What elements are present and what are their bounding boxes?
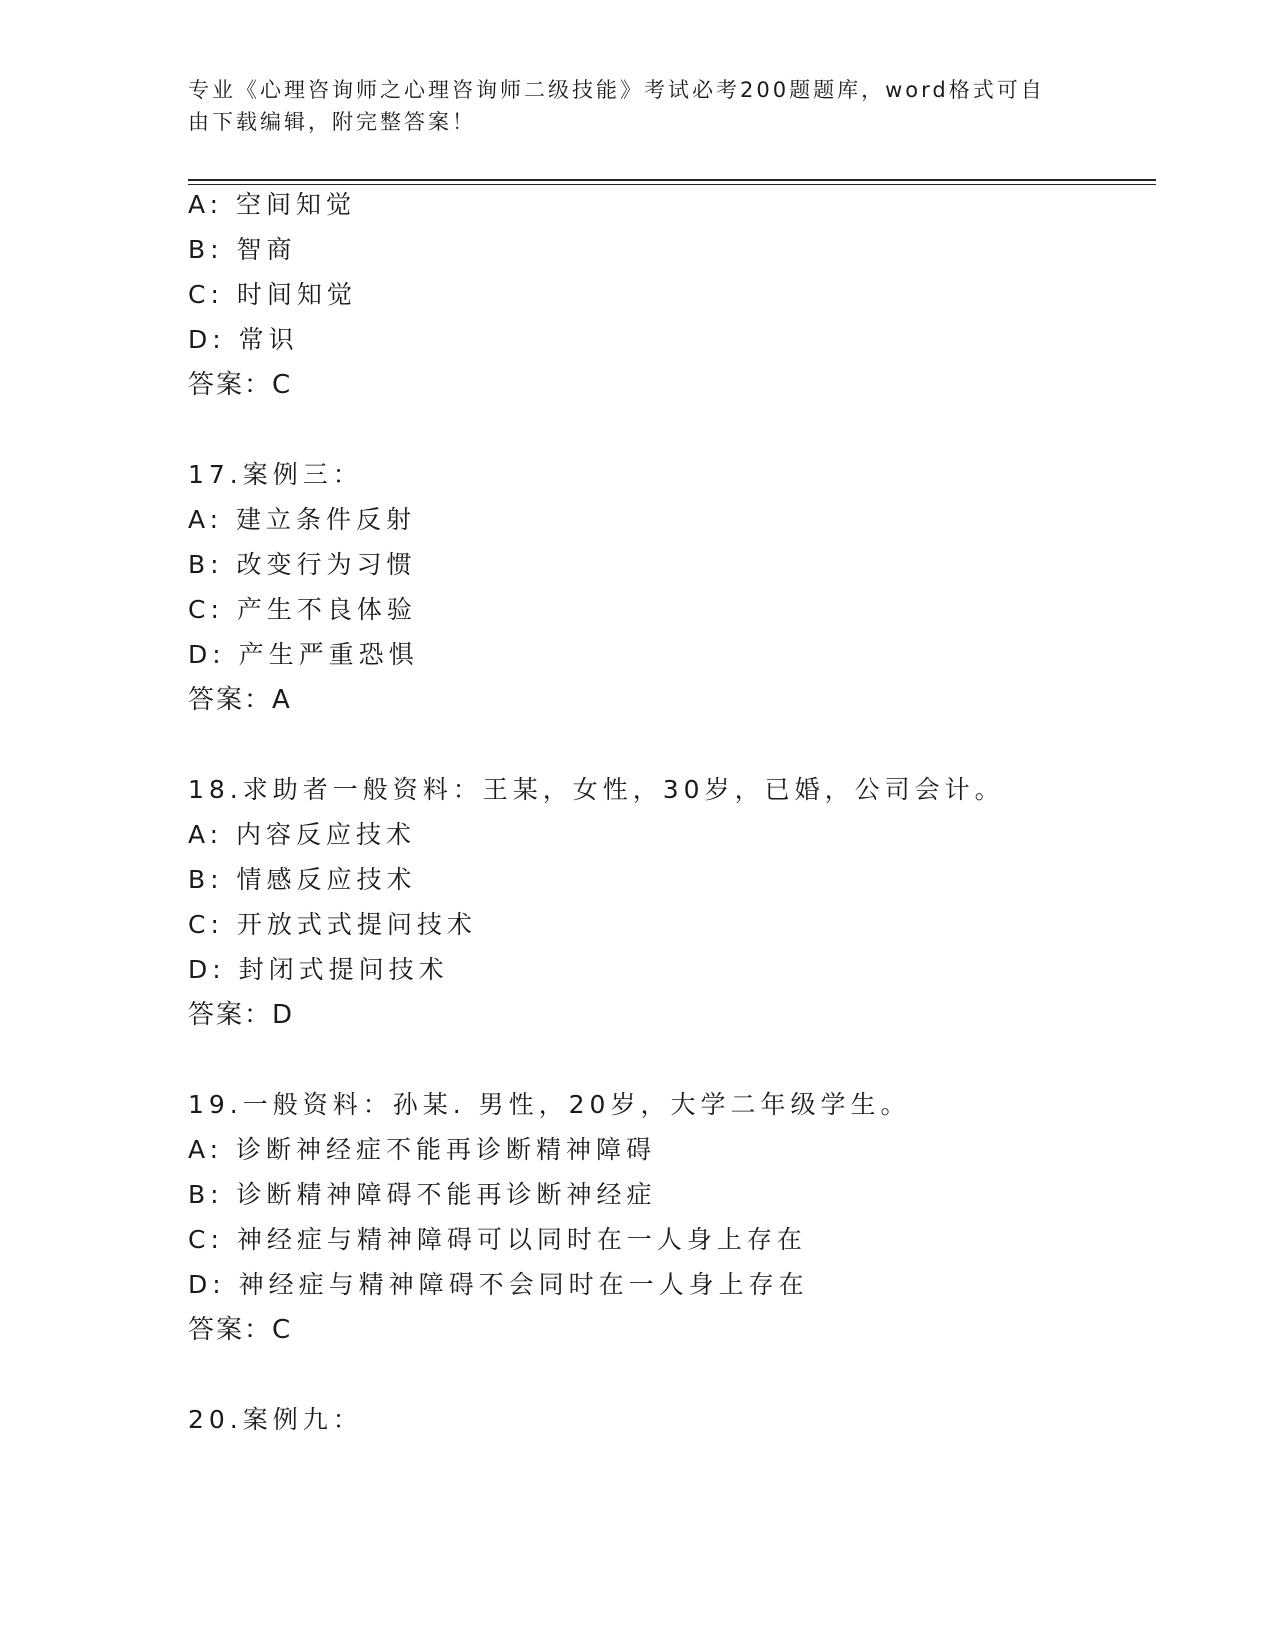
q18-option-d: D: 封闭式提问技术	[188, 955, 449, 984]
header-rule-thin	[188, 184, 1156, 185]
q17-answer: 答案：A	[188, 685, 292, 715]
q16-option-b: B: 智商	[188, 235, 297, 264]
q19-option-a: A: 诊断神经症不能再诊断精神障碍	[188, 1135, 657, 1164]
q16-option-c: C: 时间知觉	[188, 280, 357, 309]
q16-option-d: D: 常识	[188, 325, 299, 354]
q17-option-d: D: 产生严重恐惧	[188, 640, 419, 669]
q17-option-a: A: 建立条件反射	[188, 505, 417, 534]
q18-answer: 答案：D	[188, 1000, 295, 1030]
q17-option-b: B: 改变行为习惯	[188, 550, 417, 579]
q17-option-c: C: 产生不良体验	[188, 595, 417, 624]
q18-stem: 18.求助者一般资料：王某，女性，30岁，已婚，公司会计。	[188, 775, 1005, 804]
q19-stem: 19.一般资料：孙某. 男性，20岁，大学二年级学生。	[188, 1090, 911, 1119]
document-header	[188, 74, 1068, 138]
q19-option-b: B: 诊断精神障碍不能再诊断神经症	[188, 1180, 657, 1209]
q19-option-c: C: 神经症与精神障碍可以同时在一人身上存在	[188, 1225, 807, 1254]
q18-option-c: C: 开放式式提问技术	[188, 910, 477, 939]
header-line-2: 由下载编辑，附完整答案！	[188, 110, 476, 134]
q18-option-a: A: 内容反应技术	[188, 820, 417, 849]
q16-answer: 答案：C	[188, 370, 293, 400]
q17-stem: 17.案例三：	[188, 460, 363, 489]
header-line-1: 专业《心理咨询师之心理咨询师二级技能》考试必考200题题库，word格式可自	[188, 78, 1045, 102]
header-rule-thick	[188, 179, 1156, 181]
q16-option-a: A: 空间知觉	[188, 190, 357, 219]
q20-stem: 20.案例九：	[188, 1405, 363, 1434]
q19-answer: 答案：C	[188, 1315, 293, 1345]
q18-option-b: B: 情感反应技术	[188, 865, 417, 894]
q19-option-d: D: 神经症与精神障碍不会同时在一人身上存在	[188, 1270, 809, 1299]
